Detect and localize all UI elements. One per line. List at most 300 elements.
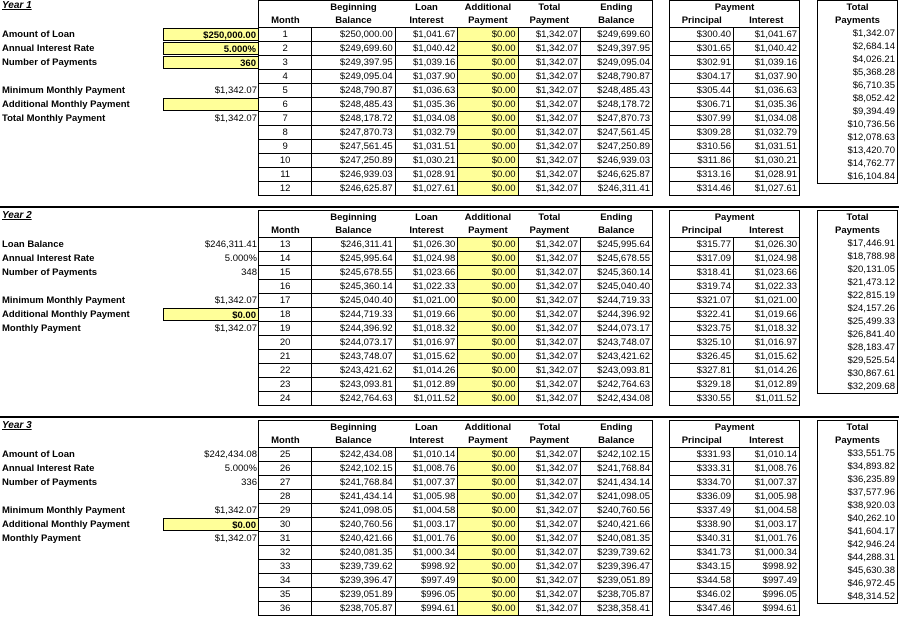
- additional-payment-cell[interactable]: $0.00: [458, 182, 518, 196]
- table-cell: $1,027.61: [734, 182, 800, 196]
- table-row: [670, 84, 800, 98]
- additional-payment-cell[interactable]: $0.00: [458, 112, 518, 126]
- table-cell: 13: [259, 238, 312, 252]
- additional-payment-cell[interactable]: $0.00: [458, 252, 518, 266]
- additional-payment-cell[interactable]: $0.00: [458, 364, 518, 378]
- table-cell: $1,342.07: [518, 364, 581, 378]
- table-row: [670, 336, 800, 350]
- additional-payment-cell[interactable]: $0.00: [458, 294, 518, 308]
- table-cell: 22: [259, 364, 312, 378]
- table-cell: $239,051.89: [581, 574, 653, 588]
- table-cell: $6,710.35: [852, 79, 895, 91]
- table-cell: $1,034.08: [395, 112, 458, 126]
- table-cell: $336.09: [670, 490, 734, 504]
- table-cell: $12,078.63: [847, 131, 895, 143]
- table-cell: 2: [259, 42, 312, 56]
- table-cell: 14: [259, 252, 312, 266]
- table-cell: $321.07: [670, 294, 734, 308]
- schedule-table: [258, 210, 653, 406]
- table-cell: $1,035.36: [395, 98, 458, 112]
- table-row: [818, 289, 898, 302]
- table-row: [818, 538, 898, 551]
- param-value: $1,342.07: [214, 323, 257, 334]
- additional-payment-cell[interactable]: $0.00: [458, 84, 518, 98]
- table-cell: $13,420.70: [847, 144, 895, 156]
- param-value: 348: [241, 267, 257, 278]
- table-cell: $242,434.08: [581, 392, 653, 406]
- table-cell: $1,018.32: [395, 322, 458, 336]
- additional-payment-cell[interactable]: $0.00: [458, 588, 518, 602]
- header-month: Month: [271, 14, 300, 26]
- additional-payment-cell[interactable]: $0.00: [458, 518, 518, 532]
- table-row: [670, 350, 800, 364]
- table-cell: $1,036.63: [734, 84, 800, 98]
- table-cell: $32,209.68: [847, 380, 895, 392]
- param-row: [0, 490, 260, 504]
- table-row: [670, 504, 800, 518]
- table-row: [259, 518, 653, 532]
- year-title: Year 3: [2, 420, 32, 431]
- table-row: [670, 140, 800, 154]
- table-row: [670, 56, 800, 70]
- header-eb1: Ending: [600, 211, 633, 223]
- year-title: Year 2: [2, 210, 32, 221]
- additional-payment-cell[interactable]: $0.00: [458, 28, 518, 42]
- param-value: $1,342.07: [214, 533, 257, 544]
- table-row: [259, 560, 653, 574]
- table-cell: $338.90: [670, 518, 734, 532]
- table-cell: $247,250.89: [581, 140, 653, 154]
- table-cell: $239,739.62: [312, 560, 395, 574]
- table-row: [818, 367, 898, 380]
- table-cell: $248,485.43: [312, 98, 395, 112]
- table-cell: $239,051.89: [312, 588, 395, 602]
- table-cell: $246,311.41: [312, 238, 395, 252]
- table-cell: $1,342.07: [518, 322, 581, 336]
- table-cell: $1,037.90: [734, 70, 800, 84]
- total-payments-table: [817, 0, 898, 184]
- table-row: [670, 308, 800, 322]
- param-row: [0, 322, 260, 336]
- additional-payment-cell[interactable]: $0.00: [458, 392, 518, 406]
- param-input[interactable]: 5.000%: [163, 42, 259, 55]
- table-row: [670, 378, 800, 392]
- additional-payment-cell[interactable]: $0.00: [458, 546, 518, 560]
- table-cell: $247,561.45: [312, 140, 395, 154]
- table-cell: $334.70: [670, 476, 734, 490]
- param-input[interactable]: [163, 98, 259, 111]
- table-cell: $17,446.91: [847, 237, 895, 249]
- table-cell: $1,342.07: [518, 56, 581, 70]
- table-cell: $1,342.07: [518, 140, 581, 154]
- additional-payment-cell[interactable]: $0.00: [458, 602, 518, 616]
- header-interest: Interest: [749, 224, 784, 236]
- param-label: Number of Payments: [2, 477, 98, 488]
- header-month: Month: [271, 224, 300, 236]
- table-row: [259, 154, 653, 168]
- additional-payment-cell[interactable]: $0.00: [458, 490, 518, 504]
- payment-split-table: [669, 420, 800, 616]
- table-cell: $996.05: [395, 588, 458, 602]
- schedule-table: [258, 0, 653, 196]
- table-cell: $241,434.14: [581, 476, 653, 490]
- table-cell: $245,040.40: [312, 294, 395, 308]
- table-row: [259, 56, 653, 70]
- table-cell: $1,342.07: [518, 112, 581, 126]
- header-row: [259, 434, 653, 448]
- additional-payment-cell[interactable]: $0.00: [458, 42, 518, 56]
- header-ap1: Additional: [464, 421, 512, 433]
- additional-payment-cell[interactable]: $0.00: [458, 98, 518, 112]
- additional-payment-cell[interactable]: $0.00: [458, 308, 518, 322]
- table-cell: $1,036.63: [395, 84, 458, 98]
- table-row: [259, 546, 653, 560]
- header-total: Total: [846, 1, 869, 13]
- table-cell: $8,052.42: [852, 92, 895, 104]
- param-row: [0, 266, 260, 280]
- table-row: [670, 266, 800, 280]
- table-cell: $244,719.33: [581, 294, 653, 308]
- table-cell: $244,396.92: [581, 308, 653, 322]
- additional-payment-cell[interactable]: $0.00: [458, 70, 518, 84]
- table-cell: $248,790.87: [312, 84, 395, 98]
- table-row: [818, 447, 898, 460]
- header-payments: Payments: [835, 14, 880, 26]
- table-cell: $247,561.45: [581, 126, 653, 140]
- param-value: 336: [241, 477, 257, 488]
- table-cell: $1,342.07: [518, 336, 581, 350]
- table-cell: 29: [259, 504, 312, 518]
- table-cell: 17: [259, 294, 312, 308]
- table-cell: $319.74: [670, 280, 734, 294]
- year-block: [0, 210, 899, 416]
- table-row: [818, 118, 898, 131]
- table-cell: $1,342.07: [518, 238, 581, 252]
- table-cell: $343.15: [670, 560, 734, 574]
- table-row: [818, 486, 898, 499]
- table-cell: $326.45: [670, 350, 734, 364]
- total-payments-table: [817, 420, 898, 604]
- table-cell: 34: [259, 574, 312, 588]
- table-row: [259, 42, 653, 56]
- table-row: [259, 98, 653, 112]
- table-row: [670, 294, 800, 308]
- table-cell: $1,010.14: [395, 448, 458, 462]
- header-tp1: Total: [538, 421, 561, 433]
- table-cell: $1,030.21: [395, 154, 458, 168]
- header-li2: Interest: [409, 224, 444, 236]
- table-row: [818, 79, 898, 92]
- table-cell: $1,342.07: [518, 574, 581, 588]
- table-cell: $1,014.26: [395, 364, 458, 378]
- header-eb2: Balance: [598, 14, 635, 26]
- table-row: [818, 237, 898, 250]
- table-cell: $1,024.98: [734, 252, 800, 266]
- table-cell: $1,005.98: [395, 490, 458, 504]
- table-cell: $1,019.66: [734, 308, 800, 322]
- additional-payment-cell[interactable]: $0.00: [458, 574, 518, 588]
- header-li2: Interest: [409, 434, 444, 446]
- table-cell: $243,748.07: [312, 350, 395, 364]
- table-cell: $242,764.63: [312, 392, 395, 406]
- table-cell: $2,684.14: [852, 40, 895, 52]
- table-cell: $329.18: [670, 378, 734, 392]
- table-cell: $311.86: [670, 154, 734, 168]
- additional-payment-cell[interactable]: $0.00: [458, 532, 518, 546]
- param-value: $1,342.07: [214, 505, 257, 516]
- table-row: [818, 144, 898, 157]
- table-row: [818, 92, 898, 105]
- param-label: Number of Payments: [2, 267, 98, 278]
- table-cell: $246,939.03: [312, 168, 395, 182]
- additional-payment-cell[interactable]: $0.00: [458, 154, 518, 168]
- table-row: [259, 336, 653, 350]
- table-cell: $28,183.47: [847, 341, 895, 353]
- table-row: [259, 140, 653, 154]
- table-cell: $301.65: [670, 42, 734, 56]
- additional-payment-cell[interactable]: $0.00: [458, 126, 518, 140]
- param-value: 5.000%: [224, 463, 257, 474]
- table-cell: $1,001.76: [395, 532, 458, 546]
- table-cell: $244,073.17: [312, 336, 395, 350]
- table-cell: 3: [259, 56, 312, 70]
- additional-payment-cell[interactable]: $0.00: [458, 462, 518, 476]
- table-row: [259, 126, 653, 140]
- table-row: [818, 263, 898, 276]
- table-cell: $1,342.07: [518, 392, 581, 406]
- col-month-blank: [259, 1, 312, 15]
- table-cell: $20,131.05: [847, 263, 895, 275]
- table-cell: $1,342.07: [518, 602, 581, 616]
- table-cell: 25: [259, 448, 312, 462]
- table-row: [670, 252, 800, 266]
- table-cell: $1,028.91: [395, 168, 458, 182]
- header-total: Total: [846, 421, 869, 433]
- additional-payment-cell[interactable]: $0.00: [458, 322, 518, 336]
- table-cell: 32: [259, 546, 312, 560]
- table-cell: 9: [259, 140, 312, 154]
- table-cell: 23: [259, 378, 312, 392]
- header-row: [818, 224, 898, 237]
- table-cell: $1,023.66: [734, 266, 800, 280]
- table-cell: $248,485.43: [581, 84, 653, 98]
- table-cell: $1,034.08: [734, 112, 800, 126]
- table-row: [259, 322, 653, 336]
- table-row: [818, 131, 898, 144]
- header-beg1: Beginning: [330, 211, 377, 223]
- additional-payment-cell[interactable]: $0.00: [458, 560, 518, 574]
- table-cell: $996.05: [734, 588, 800, 602]
- table-cell: $1,019.66: [395, 308, 458, 322]
- param-input[interactable]: $0.00: [163, 518, 259, 531]
- table-cell: $1,007.37: [395, 476, 458, 490]
- table-row: [259, 490, 653, 504]
- table-cell: $243,421.62: [312, 364, 395, 378]
- param-row: [0, 504, 260, 518]
- table-row: [670, 168, 800, 182]
- table-row: [818, 551, 898, 564]
- additional-payment-cell[interactable]: $0.00: [458, 336, 518, 350]
- table-cell: $1,342.07: [518, 126, 581, 140]
- table-cell: $247,870.73: [312, 126, 395, 140]
- param-input[interactable]: 360: [163, 56, 259, 69]
- table-cell: $40,262.10: [847, 512, 895, 524]
- table-cell: $241,434.14: [312, 490, 395, 504]
- table-cell: $1,026.30: [734, 238, 800, 252]
- table-cell: $247,250.89: [312, 154, 395, 168]
- header-tp2: Payment: [529, 224, 570, 236]
- additional-payment-cell[interactable]: $0.00: [458, 140, 518, 154]
- param-label: Minimum Monthly Payment: [2, 85, 125, 96]
- header-row: [818, 14, 898, 27]
- table-cell: $1,342.07: [518, 168, 581, 182]
- param-label: Annual Interest Rate: [2, 463, 95, 474]
- table-cell: $1,041.67: [395, 28, 458, 42]
- table-cell: $243,093.81: [581, 364, 653, 378]
- header-principal: Principal: [681, 434, 722, 446]
- additional-payment-cell[interactable]: $0.00: [458, 378, 518, 392]
- additional-payment-cell[interactable]: $0.00: [458, 266, 518, 280]
- table-row: [259, 252, 653, 266]
- table-cell: $1,012.89: [734, 378, 800, 392]
- table-row: [670, 392, 800, 406]
- header-row: [670, 421, 800, 435]
- table-row: [259, 308, 653, 322]
- table-cell: $246,939.03: [581, 154, 653, 168]
- table-cell: $249,095.04: [581, 56, 653, 70]
- table-cell: $250,000.00: [312, 28, 395, 42]
- param-value: $1,342.07: [214, 113, 257, 124]
- table-cell: $1,015.62: [734, 350, 800, 364]
- param-input[interactable]: $0.00: [163, 308, 259, 321]
- table-cell: $245,360.14: [581, 266, 653, 280]
- additional-payment-cell[interactable]: $0.00: [458, 238, 518, 252]
- header-eb2: Balance: [598, 434, 635, 446]
- table-cell: $241,768.84: [312, 476, 395, 490]
- table-row: [259, 280, 653, 294]
- year-block: [0, 420, 899, 626]
- table-cell: $1,342.07: [852, 27, 895, 39]
- table-cell: $325.10: [670, 336, 734, 350]
- table-cell: $249,699.60: [581, 28, 653, 42]
- table-cell: 36: [259, 602, 312, 616]
- table-row: [818, 105, 898, 118]
- table-row: [670, 42, 800, 56]
- table-cell: $1,022.33: [734, 280, 800, 294]
- table-cell: 10: [259, 154, 312, 168]
- table-cell: $37,577.96: [847, 486, 895, 498]
- header-payments: Payments: [835, 434, 880, 446]
- table-cell: $314.46: [670, 182, 734, 196]
- table-cell: $245,678.55: [581, 252, 653, 266]
- table-cell: $44,288.31: [847, 551, 895, 563]
- param-label: Minimum Monthly Payment: [2, 505, 125, 516]
- table-cell: $323.75: [670, 322, 734, 336]
- table-cell: $340.31: [670, 532, 734, 546]
- table-cell: $315.77: [670, 238, 734, 252]
- header-interest: Interest: [749, 14, 784, 26]
- table-cell: $18,788.98: [847, 250, 895, 262]
- additional-payment-cell[interactable]: $0.00: [458, 448, 518, 462]
- table-row: [670, 588, 800, 602]
- table-cell: $1,342.07: [518, 154, 581, 168]
- param-value: $1,342.07: [214, 85, 257, 96]
- table-cell: $245,995.64: [581, 238, 653, 252]
- additional-payment-cell[interactable]: $0.00: [458, 56, 518, 70]
- table-cell: $16,104.84: [847, 170, 895, 182]
- table-cell: 16: [259, 280, 312, 294]
- table-row: [818, 499, 898, 512]
- param-input[interactable]: $250,000.00: [163, 28, 259, 41]
- additional-payment-cell[interactable]: $0.00: [458, 280, 518, 294]
- table-cell: 1: [259, 28, 312, 42]
- table-row: [818, 460, 898, 473]
- col-month-blank: [259, 421, 312, 435]
- table-cell: $48,314.52: [847, 590, 895, 602]
- table-row: [818, 40, 898, 53]
- table-cell: $1,004.58: [734, 504, 800, 518]
- param-row: [0, 42, 260, 56]
- table-row: [259, 294, 653, 308]
- additional-payment-cell[interactable]: $0.00: [458, 504, 518, 518]
- additional-payment-cell[interactable]: $0.00: [458, 350, 518, 364]
- table-cell: $302.91: [670, 56, 734, 70]
- table-cell: $1,026.30: [395, 238, 458, 252]
- table-cell: $304.17: [670, 70, 734, 84]
- table-cell: $1,027.61: [395, 182, 458, 196]
- table-cell: $1,023.66: [395, 266, 458, 280]
- table-cell: 35: [259, 588, 312, 602]
- header-row: [818, 1, 898, 15]
- table-cell: $330.55: [670, 392, 734, 406]
- table-row: [818, 577, 898, 590]
- table-cell: $1,012.89: [395, 378, 458, 392]
- table-cell: $1,004.58: [395, 504, 458, 518]
- table-cell: $307.99: [670, 112, 734, 126]
- header-row: [259, 1, 653, 15]
- table-row: [259, 182, 653, 196]
- header-principal: Principal: [681, 14, 722, 26]
- header-ap2: Payment: [468, 14, 508, 26]
- table-cell: $239,396.47: [581, 560, 653, 574]
- table-cell: $247,870.73: [581, 112, 653, 126]
- table-cell: $318.41: [670, 266, 734, 280]
- table-cell: $243,421.62: [581, 350, 653, 364]
- table-cell: $1,010.14: [734, 448, 800, 462]
- header-row: [670, 224, 800, 238]
- table-cell: $1,342.07: [518, 280, 581, 294]
- table-cell: 19: [259, 322, 312, 336]
- table-cell: $41,604.17: [847, 525, 895, 537]
- additional-payment-cell[interactable]: $0.00: [458, 476, 518, 490]
- table-cell: $22,815.19: [847, 289, 895, 301]
- table-cell: $1,032.79: [395, 126, 458, 140]
- additional-payment-cell[interactable]: $0.00: [458, 168, 518, 182]
- year-title: Year 1: [2, 0, 32, 11]
- param-row: [0, 532, 260, 546]
- table-cell: $1,008.76: [395, 462, 458, 476]
- table-row: [259, 28, 653, 42]
- table-row: [259, 238, 653, 252]
- table-row: [818, 564, 898, 577]
- table-cell: $1,011.52: [395, 392, 458, 406]
- header-principal: Principal: [681, 224, 722, 236]
- param-label: Loan Balance: [2, 239, 64, 250]
- table-row: [259, 602, 653, 616]
- table-cell: $1,005.98: [734, 490, 800, 504]
- table-cell: $994.61: [395, 602, 458, 616]
- table-row: [259, 168, 653, 182]
